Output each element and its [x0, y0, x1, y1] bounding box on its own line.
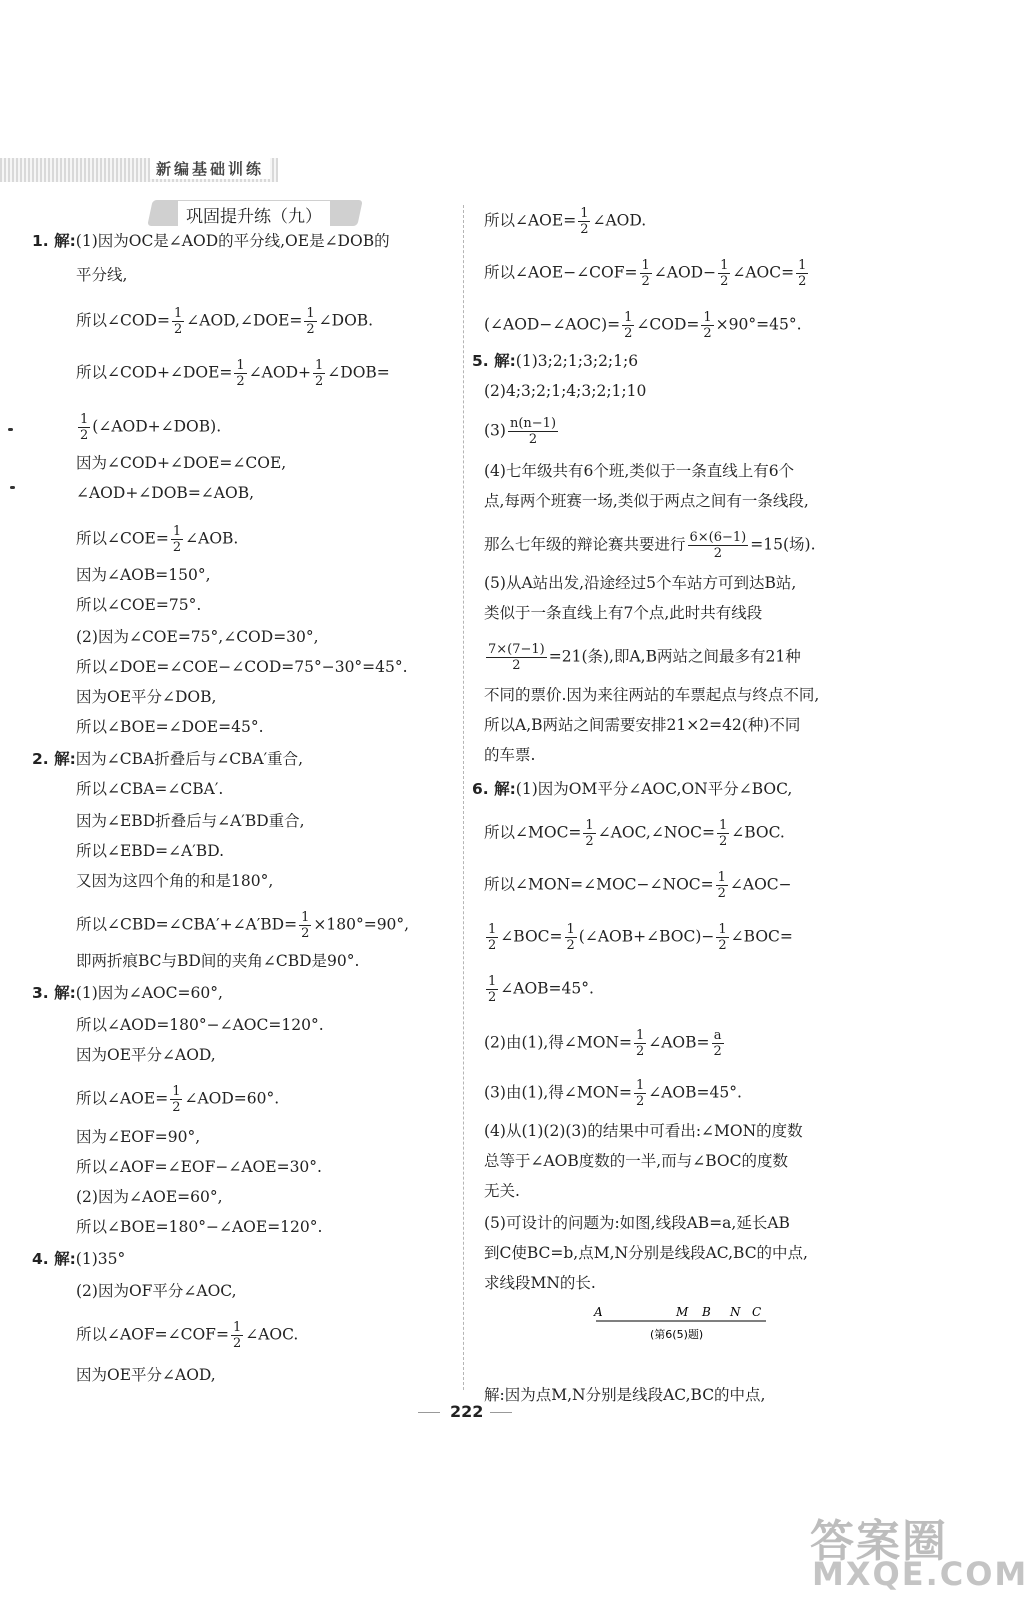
header-title: 新编基础训练	[150, 158, 270, 179]
answer-line: (2)4;3;2;1;4;3;2;1;10	[484, 382, 647, 400]
fraction-half: $\frac{1}{2}$	[301, 910, 310, 941]
page-number-dash	[418, 1412, 440, 1413]
section-title: 巩固提升练（九）	[178, 201, 330, 228]
answer-number: 3. 解:	[32, 984, 76, 1002]
answer-line: $\frac{1}{2}$ ∠AOB=45°.	[488, 974, 594, 1005]
fraction-half: $\frac{1}{2}$	[641, 258, 650, 289]
answer-line: 因为OE平分∠AOD,	[76, 1366, 216, 1384]
watermark-url: MXQE.COM	[812, 1555, 1028, 1593]
answer-number: 1. 解:	[32, 232, 76, 250]
answer-line: 那么七年级的辩论赛共要进行 $\frac{6\times(6-1)}{2}$ =15(场).	[484, 530, 816, 561]
point-label-b: B	[702, 1305, 711, 1319]
answer-number: 2. 解:	[32, 750, 76, 768]
answer-line: (∠AOD−∠AOC)= $\frac{1}{2}$ ∠COD= $\frac{1}{2}$ ×90°=45°.	[484, 310, 802, 341]
fraction-half: $\frac{1}{2}$	[720, 258, 729, 289]
answer-line: (5)从A站出发,沿途经过5个车站方可到达B站,	[484, 574, 797, 592]
fraction-half: $\frac{1}{2}$	[173, 306, 183, 337]
answer-line: (2)因为∠AOE=60°,	[76, 1188, 223, 1206]
answer-line: 因为OE平分∠DOB,	[76, 688, 217, 706]
answer-line: 因为OE平分∠AOD,	[76, 1046, 216, 1064]
answer-line: 所以∠AOE−∠COF= $\frac{1}{2}$ ∠AOD− $\frac{1}{2}$ ∠AOC= $\frac{1}{2}$	[484, 258, 807, 289]
fraction-6x5: $\frac{6\times(6-1)}{2}$	[689, 530, 747, 561]
answer-line: 所以∠COE= $\frac{1}{2}$ ∠AOB.	[76, 524, 239, 555]
answer-number: 6. 解:	[472, 780, 516, 798]
answer-line: 即两折痕BC与BD间的夹角∠CBD是90°.	[76, 952, 360, 970]
answer-line: 所以∠AOD=180°−∠AOC=120°.	[76, 1016, 324, 1034]
fraction-half: $\frac{1}{2}$	[585, 818, 594, 849]
answer-line: (4)从(1)(2)(3)的结果中可看出:∠MON的度数	[484, 1122, 803, 1140]
answer-line: 所以∠CBD=∠CBA′+∠A′BD= $\frac{1}{2}$ ×180°=90°,	[76, 910, 410, 941]
answer-line: 所以∠COE=75°.	[76, 596, 202, 614]
fraction-half: $\frac{1}{2}$	[635, 1078, 645, 1109]
fraction-half: $\frac{1}{2}$	[236, 358, 245, 389]
answer-line: (3)由(1),得∠MON= $\frac{1}{2}$ ∠AOB=45°.	[484, 1078, 742, 1109]
answer-line: 总等于∠AOB度数的一半,而与∠BOC的度数	[484, 1152, 788, 1170]
answer-line: 的车票.	[484, 746, 536, 764]
answer-line: 所以∠AOF=∠EOF−∠AOE=30°.	[76, 1158, 322, 1176]
answer-line: 所以∠CBA=∠CBA′.	[76, 780, 224, 798]
answer-line: 求线段MN的长.	[484, 1274, 596, 1292]
answer-line: 平分线,	[76, 266, 128, 284]
point-label-m: M	[676, 1305, 689, 1319]
watermark-logo: 答案圈	[810, 1516, 948, 1567]
answer-line: $\frac{1}{2}$ (∠AOD+∠DOB).	[80, 412, 222, 443]
answer-line: 所以∠COD= $\frac{1}{2}$ ∠AOD,∠DOE= $\frac{1}{2}$ ∠DOB.	[76, 306, 374, 337]
answer-line: (1)35°	[75, 1250, 126, 1268]
answer-line: 点,每两个班赛一场,类似于两点之间有一条线段,	[484, 492, 809, 510]
fraction-half: $\frac{1}{2}$	[315, 358, 324, 389]
answer-line: (1)因为OC是∠AOD的平分线,OE是∠DOB的	[75, 232, 390, 250]
fraction-a-over-2: $\frac{a}{2}$	[713, 1028, 722, 1059]
answer-line: 类似于一条直线上有7个点,此时共有线段	[484, 604, 763, 622]
answer-line: 所以∠AOE= $\frac{1}{2}$ ∠AOD.	[484, 206, 647, 237]
fraction-half: $\frac{1}{2}$	[718, 818, 728, 849]
fraction-half: $\frac{1}{2}$	[566, 922, 575, 953]
answer-line: ∠AOD+∠DOB=∠AOB,	[76, 484, 255, 502]
answer-number: 4. 解:	[32, 1250, 76, 1268]
fraction-half: $\frac{1}{2}$	[718, 922, 727, 953]
fraction-nn1: $\frac{n(n-1)}{2}$	[509, 416, 557, 447]
fraction-half: $\frac{1}{2}$	[80, 412, 89, 443]
answer-line: 解:因为点M,N分别是线段AC,BC的中点,	[484, 1386, 766, 1404]
answer-line: 到C使BC=b,点M,N分别是线段AC,BC的中点,	[484, 1244, 808, 1262]
answer-line: 因为∠AOB=150°,	[76, 566, 211, 584]
figure-caption: (第6(5)题)	[650, 1328, 704, 1341]
answer-line: 因为∠CBA折叠后与∠CBA′重合,	[75, 750, 304, 768]
fraction-half: $\frac{1}{2}$	[232, 1320, 242, 1351]
fraction-half: $\frac{1}{2}$	[172, 1084, 181, 1115]
answer-line: 所以∠MOC= $\frac{1}{2}$ ∠AOC,∠NOC= $\frac{1}{2}$ ∠BOC.	[484, 818, 785, 849]
answer-number: 5. 解:	[472, 352, 516, 370]
answer-line: $\frac{7\times(7-1)}{2}$ =21(条),即A,B两站之间最多有21种	[488, 642, 801, 673]
scan-speck	[8, 428, 13, 431]
fraction-half: $\frac{1}{2}$	[798, 258, 807, 289]
answer-line: (2)由(1),得∠MON= $\frac{1}{2}$ ∠AOB= $\frac{a}{2}$	[484, 1028, 722, 1059]
fraction-half: $\frac{1}{2}$	[306, 306, 315, 337]
page-number: 222	[450, 1402, 484, 1421]
answer-line: (1)因为OM平分∠AOC,ON平分∠BOC,	[515, 780, 793, 798]
fraction-7x6: $\frac{7\times(7-1)}{2}$	[488, 642, 545, 673]
point-label-c: C	[752, 1305, 762, 1319]
answer-line: 无关.	[484, 1182, 520, 1200]
answer-line: (3) $\frac{n(n-1)}{2}$	[484, 416, 557, 447]
fraction-half: $\frac{1}{2}$	[624, 310, 633, 341]
answer-line: 不同的票价.因为来往两站的车票起点与终点不同,	[484, 686, 820, 704]
answer-line: $\frac{1}{2}$ ∠BOC= $\frac{1}{2}$ (∠AOB+∠BOC)− $\frac{1}{2}$ ∠BOC=	[488, 922, 793, 953]
fraction-half: $\frac{1}{2}$	[580, 206, 589, 237]
answer-line: 所以∠AOF=∠COF= $\frac{1}{2}$ ∠AOC.	[76, 1320, 299, 1351]
answer-line: 所以∠BOE=180°−∠AOE=120°.	[76, 1218, 323, 1236]
answer-line: (2)因为OF平分∠AOC,	[76, 1282, 237, 1300]
answer-line: 因为∠COD+∠DOE=∠COE,	[76, 454, 287, 472]
answer-line: (5)可设计的问题为:如图,线段AB=a,延长AB	[484, 1214, 790, 1232]
fraction-half: $\frac{1}{2}$	[172, 524, 182, 555]
answer-line: 所以∠COD+∠DOE= $\frac{1}{2}$ ∠AOD+ $\frac{1}{2}$ ∠DOB=	[76, 358, 390, 389]
fraction-half: $\frac{1}{2}$	[635, 1028, 645, 1059]
answer-line: 又因为这四个角的和是180°,	[76, 872, 274, 890]
fraction-half: $\frac{1}{2}$	[488, 974, 497, 1005]
answer-line: 所以A,B两站之间需要安排21×2=42(种)不同	[484, 716, 801, 734]
point-label-a: A	[594, 1305, 603, 1319]
answer-line: 因为∠EBD折叠后与∠A′BD重合,	[76, 812, 305, 830]
fraction-half: $\frac{1}{2}$	[488, 922, 497, 953]
page-number-dash	[490, 1412, 512, 1413]
answer-line: (4)七年级共有6个班,类似于一条直线上有6个	[484, 462, 795, 480]
answer-line: 所以∠EBD=∠A′BD.	[76, 842, 224, 860]
fraction-half: $\frac{1}{2}$	[703, 310, 712, 341]
answer-line: 所以∠BOE=∠DOE=45°.	[76, 718, 264, 736]
fraction-half: $\frac{1}{2}$	[717, 870, 726, 901]
point-label-n: N	[730, 1305, 741, 1319]
answer-line: 所以∠MON=∠MOC−∠NOC= $\frac{1}{2}$ ∠AOC−	[484, 870, 792, 901]
scan-speck	[10, 486, 15, 489]
answer-line: 所以∠DOE=∠COE−∠COD=75°−30°=45°.	[76, 658, 408, 676]
answer-line: 所以∠AOE= $\frac{1}{2}$ ∠AOD=60°.	[76, 1084, 280, 1115]
segment-figure	[590, 1300, 770, 1350]
answer-line: 因为∠EOF=90°,	[76, 1128, 201, 1146]
answer-line: (1)因为∠AOC=60°,	[75, 984, 223, 1002]
answer-line: (2)因为∠COE=75°,∠COD=30°,	[76, 628, 319, 646]
column-divider	[463, 205, 464, 1390]
answer-line: (1)3;2;1;3;2;1;6	[515, 352, 639, 370]
